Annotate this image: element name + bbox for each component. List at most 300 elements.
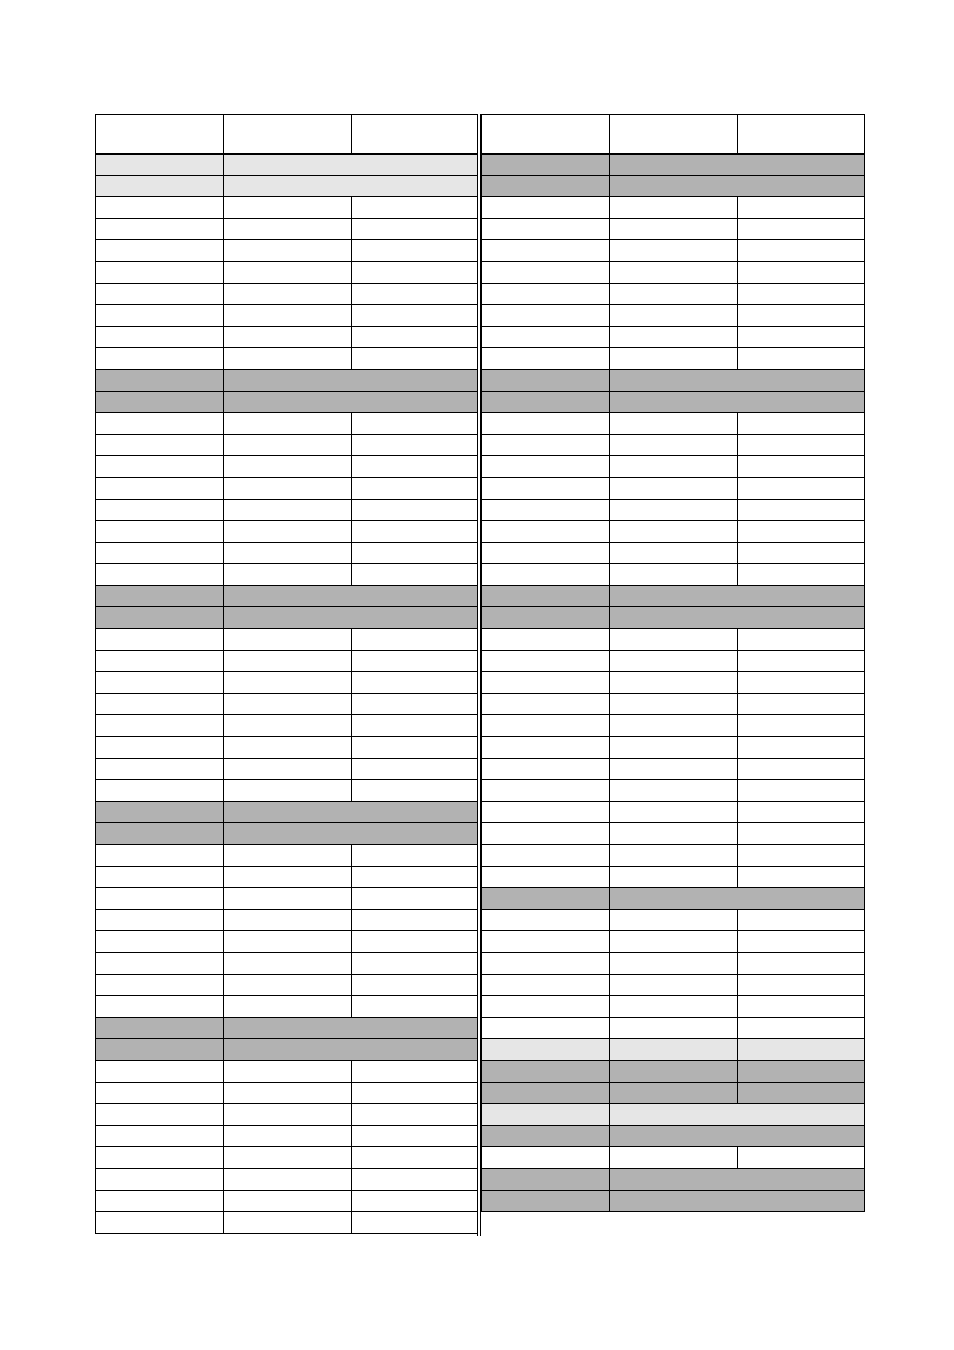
table-cell[interactable] [482,305,610,327]
table-cell[interactable] [610,521,738,543]
table-cell[interactable] [352,780,480,802]
table-row [482,456,865,478]
merged-cell[interactable] [610,1125,865,1147]
table-cell[interactable] [352,909,480,931]
table-cell[interactable] [96,650,224,672]
table-cell[interactable] [96,240,224,262]
table-cell[interactable] [482,413,610,435]
merged-cell[interactable] [224,801,480,823]
table-cell[interactable] [482,737,610,759]
table-cell[interactable] [738,456,865,478]
merged-cell[interactable] [224,1017,480,1039]
table-cell[interactable] [96,521,224,543]
table-cell[interactable] [352,1212,480,1234]
table-row [482,909,865,931]
table-cell[interactable] [610,542,738,564]
merged-cell[interactable] [224,585,480,607]
table-cell[interactable] [96,780,224,802]
merged-cell[interactable] [224,369,480,391]
table-cell[interactable] [352,413,480,435]
table-cell[interactable] [610,261,738,283]
table-cell[interactable] [352,737,480,759]
table-cell[interactable] [738,629,865,651]
table-cell[interactable] [352,542,480,564]
table-cell[interactable] [482,715,610,737]
table-cell[interactable] [482,564,610,586]
merged-cell[interactable] [610,888,865,910]
table-cell[interactable] [482,240,610,262]
table-cell[interactable] [610,413,738,435]
table-cell[interactable] [96,1212,224,1234]
table-cell[interactable] [96,1039,224,1061]
table-cell[interactable] [96,1190,224,1212]
header-row [482,115,865,154]
table-cell[interactable] [610,499,738,521]
table-cell[interactable] [352,1060,480,1082]
table-cell[interactable] [224,974,352,996]
table-cell[interactable] [610,823,738,845]
merged-cell[interactable] [610,585,865,607]
table-cell[interactable] [96,996,224,1018]
table-cell[interactable] [610,931,738,953]
table-cell[interactable] [352,499,480,521]
table-cell[interactable] [224,952,352,974]
table-cell[interactable] [482,888,610,910]
table-cell[interactable] [482,1060,610,1082]
table-cell[interactable] [96,1147,224,1169]
table-cell[interactable] [610,1082,738,1104]
table-cell[interactable] [610,974,738,996]
table-cell[interactable] [610,218,738,240]
table-cell[interactable] [352,1125,480,1147]
table-cell[interactable] [352,1082,480,1104]
table-cell[interactable] [96,1104,224,1126]
table-cell[interactable] [224,737,352,759]
table-row [96,801,480,823]
table-cell[interactable] [224,1082,352,1104]
table-cell[interactable] [224,909,352,931]
table-cell[interactable] [224,1060,352,1082]
table-cell[interactable] [96,477,224,499]
table-cell[interactable] [224,715,352,737]
table-cell[interactable] [738,780,865,802]
table-cell[interactable] [738,240,865,262]
table-cell[interactable] [610,693,738,715]
table-cell[interactable] [224,197,352,219]
table-cell[interactable] [96,758,224,780]
table-cell[interactable] [482,607,610,629]
table-cell[interactable] [96,1017,224,1039]
table-cell[interactable] [96,607,224,629]
table-cell[interactable] [610,434,738,456]
table-cell[interactable] [482,952,610,974]
table-cell[interactable] [352,845,480,867]
table-cell[interactable] [738,197,865,219]
merged-cell[interactable] [610,607,865,629]
table-cell[interactable] [610,348,738,370]
table-cell[interactable] [738,542,865,564]
table-cell[interactable] [738,1082,865,1104]
table-cell[interactable] [352,197,480,219]
table-cell[interactable] [224,413,352,435]
table-cell[interactable] [482,499,610,521]
table-cell[interactable] [482,629,610,651]
table-cell[interactable] [738,564,865,586]
table-cell[interactable] [738,348,865,370]
table-cell[interactable] [482,283,610,305]
table-cell[interactable] [96,434,224,456]
table-cell[interactable] [738,996,865,1018]
table-cell[interactable] [738,413,865,435]
table-cell[interactable] [96,693,224,715]
table-cell[interactable] [224,477,352,499]
table-cell[interactable] [96,823,224,845]
table-cell[interactable] [352,564,480,586]
table-cell[interactable] [738,866,865,888]
table-row [482,1190,865,1212]
table-cell[interactable] [482,758,610,780]
merged-cell[interactable] [224,154,480,176]
table-cell[interactable] [738,758,865,780]
table-cell[interactable] [610,758,738,780]
table-cell[interactable] [482,693,610,715]
table-cell[interactable] [482,154,610,176]
table-cell[interactable] [96,888,224,910]
table-cell[interactable] [352,218,480,240]
table-cell[interactable] [96,931,224,953]
table-cell[interactable] [610,952,738,974]
table-cell[interactable] [482,585,610,607]
table-cell[interactable] [610,650,738,672]
table-cell[interactable] [610,629,738,651]
table-cell[interactable] [224,499,352,521]
table-cell[interactable] [610,564,738,586]
table-cell[interactable] [482,218,610,240]
table-cell[interactable] [224,866,352,888]
table-row [96,154,480,176]
merged-cell[interactable] [610,1104,865,1126]
table-cell[interactable] [224,1125,352,1147]
table-cell[interactable] [610,326,738,348]
table-cell[interactable] [482,197,610,219]
table-cell[interactable] [352,521,480,543]
header-cell[interactable] [610,115,738,154]
table-cell[interactable] [482,931,610,953]
table-cell[interactable] [96,672,224,694]
table-cell[interactable] [482,1039,610,1061]
table-cell[interactable] [352,629,480,651]
table-cell[interactable] [610,240,738,262]
merged-cell[interactable] [610,391,865,413]
table-cell[interactable] [610,197,738,219]
table-cell[interactable] [96,283,224,305]
table-cell[interactable] [482,845,610,867]
table-cell[interactable] [610,1147,738,1169]
table-cell[interactable] [738,477,865,499]
table-cell[interactable] [482,1190,610,1212]
table-row [482,996,865,1018]
table-cell[interactable] [482,348,610,370]
table-cell[interactable] [352,650,480,672]
merged-cell[interactable] [610,369,865,391]
table-cell[interactable] [738,672,865,694]
merged-cell[interactable] [224,607,480,629]
table-row [482,197,865,219]
table-cell[interactable] [482,326,610,348]
table-cell[interactable] [224,780,352,802]
table-cell[interactable] [482,650,610,672]
table-cell[interactable] [224,348,352,370]
header-cell[interactable] [224,115,352,154]
table-cell[interactable] [224,693,352,715]
table-cell[interactable] [352,996,480,1018]
table-cell[interactable] [482,434,610,456]
table-cell[interactable] [96,737,224,759]
table-cell[interactable] [738,931,865,953]
table-cell[interactable] [224,261,352,283]
table-cell[interactable] [610,780,738,802]
table-cell[interactable] [96,413,224,435]
table-cell[interactable] [352,974,480,996]
table-cell[interactable] [352,931,480,953]
table-cell[interactable] [482,477,610,499]
table-cell[interactable] [352,326,480,348]
table-cell[interactable] [352,866,480,888]
table-row [482,758,865,780]
merged-cell[interactable] [610,154,865,176]
table-cell[interactable] [352,1147,480,1169]
table-cell[interactable] [352,261,480,283]
table-cell[interactable] [738,737,865,759]
table-cell[interactable] [482,1125,610,1147]
header-cell[interactable] [482,115,610,154]
table-cell[interactable] [738,218,865,240]
table-cell[interactable] [610,1017,738,1039]
table-cell[interactable] [96,866,224,888]
table-cell[interactable] [738,1060,865,1082]
table-cell[interactable] [352,758,480,780]
table-cell[interactable] [738,1147,865,1169]
table-cell[interactable] [224,996,352,1018]
header-cell[interactable] [352,115,480,154]
table-cell[interactable] [224,434,352,456]
table-cell[interactable] [96,801,224,823]
table-cell[interactable] [224,629,352,651]
table-cell[interactable] [738,283,865,305]
merged-cell[interactable] [224,1039,480,1061]
header-cell[interactable] [96,115,224,154]
table-cell[interactable] [482,866,610,888]
table-row [482,283,865,305]
table-cell[interactable] [482,456,610,478]
table-cell[interactable] [738,845,865,867]
table-cell[interactable] [224,1147,352,1169]
table-cell[interactable] [482,391,610,413]
table-cell[interactable] [96,348,224,370]
table-cell[interactable] [352,1104,480,1126]
table-cell[interactable] [224,1104,352,1126]
table-cell[interactable] [96,391,224,413]
header-cell[interactable] [738,115,865,154]
merged-cell[interactable] [610,1168,865,1190]
table-cell[interactable] [738,974,865,996]
table-cell[interactable] [96,952,224,974]
table-cell[interactable] [224,305,352,327]
table-cell[interactable] [96,629,224,651]
table-cell[interactable] [96,499,224,521]
table-cell[interactable] [610,737,738,759]
table-cell[interactable] [610,866,738,888]
table-cell[interactable] [96,261,224,283]
table-cell[interactable] [224,521,352,543]
table-cell[interactable] [352,477,480,499]
table-cell[interactable] [224,218,352,240]
table-cell[interactable] [352,283,480,305]
table-cell[interactable] [96,564,224,586]
table-cell[interactable] [352,1168,480,1190]
merged-cell[interactable] [224,823,480,845]
table-cell[interactable] [96,909,224,931]
table-cell[interactable] [738,499,865,521]
table-row [482,240,865,262]
table-cell[interactable] [96,197,224,219]
table-cell[interactable] [96,585,224,607]
table-cell[interactable] [610,801,738,823]
table-cell[interactable] [96,1060,224,1082]
table-cell[interactable] [482,974,610,996]
table-cell[interactable] [738,823,865,845]
table-cell[interactable] [738,909,865,931]
table-cell[interactable] [352,305,480,327]
table-cell[interactable] [610,996,738,1018]
table-cell[interactable] [352,456,480,478]
table-cell[interactable] [610,845,738,867]
table-cell[interactable] [96,845,224,867]
table-cell[interactable] [610,305,738,327]
table-cell[interactable] [610,456,738,478]
table-cell[interactable] [224,456,352,478]
table-cell[interactable] [224,1212,352,1234]
table-cell[interactable] [224,650,352,672]
table-row [96,1017,480,1039]
table-cell[interactable] [224,326,352,348]
table-cell[interactable] [352,434,480,456]
table-cell[interactable] [482,521,610,543]
table-cell[interactable] [738,305,865,327]
table-cell[interactable] [96,1082,224,1104]
table-cell[interactable] [224,542,352,564]
table-cell[interactable] [738,434,865,456]
table-cell[interactable] [224,845,352,867]
table-cell[interactable] [482,1147,610,1169]
table-cell[interactable] [610,672,738,694]
table-cell[interactable] [610,1060,738,1082]
table-cell[interactable] [482,996,610,1018]
table-row [482,931,865,953]
table-cell[interactable] [482,1104,610,1126]
table-cell[interactable] [482,780,610,802]
table-cell[interactable] [96,1168,224,1190]
table-cell[interactable] [96,369,224,391]
table-cell[interactable] [738,1039,865,1061]
table-cell[interactable] [224,931,352,953]
table-cell[interactable] [96,456,224,478]
table-cell[interactable] [224,240,352,262]
table-cell[interactable] [482,823,610,845]
table-row [96,974,480,996]
table-cell[interactable] [352,672,480,694]
table-cell[interactable] [482,1017,610,1039]
table-cell[interactable] [610,715,738,737]
table-cell[interactable] [352,888,480,910]
table-cell[interactable] [352,693,480,715]
table-cell[interactable] [96,542,224,564]
table-cell[interactable] [96,218,224,240]
merged-cell[interactable] [610,175,865,197]
table-cell[interactable] [610,283,738,305]
table-cell[interactable] [482,801,610,823]
table-cell[interactable] [482,369,610,391]
table-cell[interactable] [482,542,610,564]
table-cell[interactable] [96,175,224,197]
table-cell[interactable] [738,801,865,823]
table-row [96,909,480,931]
table-cell[interactable] [738,1017,865,1039]
table-cell[interactable] [352,240,480,262]
table-cell[interactable] [482,1168,610,1190]
table-cell[interactable] [482,1082,610,1104]
table-cell[interactable] [352,1190,480,1212]
table-cell[interactable] [352,715,480,737]
table-row [482,672,865,694]
table-cell[interactable] [96,326,224,348]
merged-cell[interactable] [610,1190,865,1212]
table-cell[interactable] [738,952,865,974]
table-cell[interactable] [224,564,352,586]
table-cell[interactable] [224,672,352,694]
table-cell[interactable] [738,326,865,348]
table-cell[interactable] [738,650,865,672]
table-cell[interactable] [610,909,738,931]
table-cell[interactable] [224,1190,352,1212]
table-cell[interactable] [96,154,224,176]
table-cell[interactable] [610,477,738,499]
table-cell[interactable] [738,693,865,715]
table-cell[interactable] [352,952,480,974]
table-cell[interactable] [96,305,224,327]
table-cell[interactable] [738,715,865,737]
table-cell[interactable] [224,283,352,305]
table-cell[interactable] [96,974,224,996]
table-cell[interactable] [610,1039,738,1061]
table-row [482,780,865,802]
table-cell[interactable] [224,888,352,910]
table-cell[interactable] [738,261,865,283]
table-cell[interactable] [96,715,224,737]
table-cell[interactable] [224,1168,352,1190]
merged-cell[interactable] [224,175,480,197]
table-row [482,629,865,651]
table-cell[interactable] [738,521,865,543]
merged-cell[interactable] [224,391,480,413]
table-cell[interactable] [482,175,610,197]
table-cell[interactable] [96,1125,224,1147]
table-cell[interactable] [352,348,480,370]
table-cell[interactable] [482,261,610,283]
table-cell[interactable] [224,758,352,780]
table-cell[interactable] [482,909,610,931]
table-cell[interactable] [482,672,610,694]
